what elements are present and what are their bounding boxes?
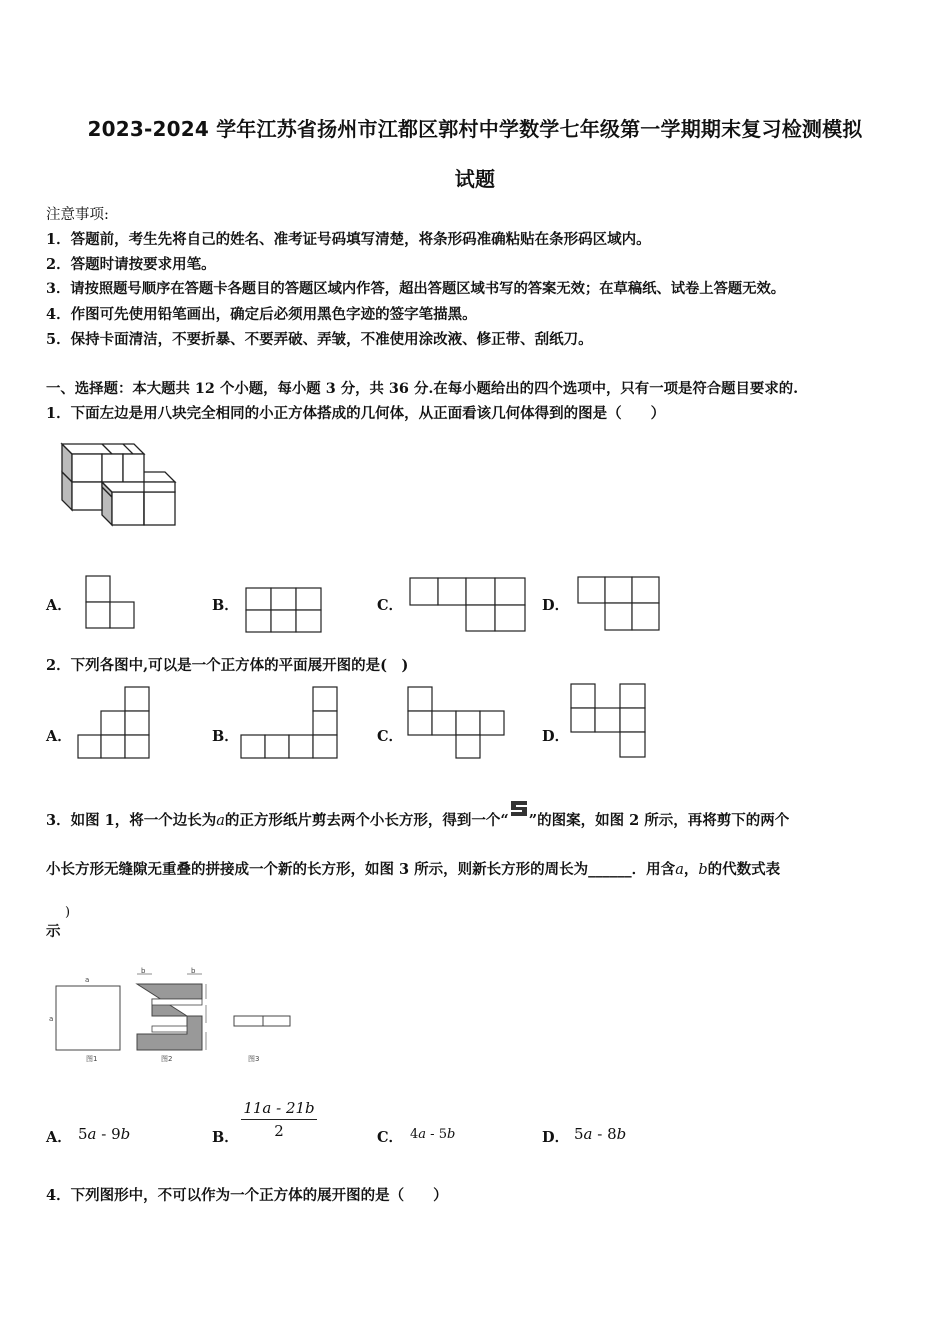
q2-option-a-label: A． bbox=[46, 728, 72, 745]
q2-option-d-figure[interactable] bbox=[570, 683, 650, 761]
q3-option-b[interactable] bbox=[241, 1099, 317, 1140]
q3-d-coef1: 5 bbox=[574, 1125, 584, 1143]
q3-option-b-label: B． bbox=[212, 1129, 239, 1146]
q3-line3: 示 bbox=[46, 923, 61, 940]
q3-option-a[interactable] bbox=[78, 1125, 130, 1143]
notice-item-4: 4．作图可先使用铅笔画出，确定后必须用黑色字迹的签字笔描黑。 bbox=[46, 306, 477, 323]
q2-option-a-figure[interactable] bbox=[77, 686, 153, 760]
q3-fig2-label-b2: b bbox=[191, 967, 196, 975]
notice-item-5: 5．保持卡面清洁，不要折暴、不要弄破、弄皱，不准使用涂改液、修正带、刮纸刀。 bbox=[46, 331, 593, 348]
q3-d-v2: b bbox=[616, 1125, 627, 1143]
q3-a-v2: b bbox=[120, 1125, 131, 1143]
q1-option-c-figure[interactable] bbox=[409, 577, 529, 633]
q3-option-d[interactable] bbox=[574, 1125, 626, 1143]
notice-item-1: 1．答题前，考生先将自己的姓名、准考证号码填写清楚，将条形码准确粘贴在条形码区域内。 bbox=[46, 231, 651, 248]
q3-fig3-caption: 图3 bbox=[248, 1055, 260, 1063]
q3-a-coef1: 5 bbox=[78, 1125, 88, 1143]
q3-a-v1: a bbox=[87, 1125, 97, 1143]
q3-c-op: - bbox=[426, 1127, 439, 1142]
q3-text-1a: 3．如图 1，将一个边长为 bbox=[46, 812, 217, 829]
q3-var-a: a bbox=[216, 813, 225, 829]
q2-option-b-figure[interactable] bbox=[240, 686, 340, 760]
q3-c-coef2: 5 bbox=[438, 1127, 447, 1142]
q1-option-c-label: C． bbox=[377, 597, 404, 614]
q3-d-coef2: 8 bbox=[607, 1125, 617, 1143]
q3-c-v1: a bbox=[418, 1127, 427, 1142]
q3-fig1-label-side: a bbox=[49, 1015, 54, 1023]
notice-item-2: 2．答题时请按要求用笔。 bbox=[46, 256, 216, 273]
q3-a-coef2: 9 bbox=[111, 1125, 121, 1143]
q3-option-a-label: A． bbox=[46, 1129, 72, 1146]
q3-fig1-caption: 图1 bbox=[86, 1055, 98, 1063]
section-heading: 一、选择题：本大题共 12 个小题，每小题 3 分，共 36 分.在每小题给出的四个选项中，只有一项是符合题目要求的. bbox=[46, 380, 799, 397]
q3-text-2c: 的代数式表 bbox=[707, 861, 781, 878]
q3-option-d-label: D． bbox=[542, 1129, 570, 1146]
q3-figures bbox=[48, 968, 298, 1068]
s-shape-icon bbox=[509, 809, 529, 823]
q3-c-v2: b bbox=[447, 1127, 456, 1142]
q2-option-b-label: B． bbox=[212, 728, 239, 745]
q3-fig2-caption: 图2 bbox=[161, 1055, 173, 1063]
q3-line2 bbox=[46, 858, 780, 879]
q1-option-b-figure[interactable] bbox=[245, 587, 325, 633]
q3-b-numerator: 11a - 21b bbox=[241, 1099, 317, 1120]
q3-fig1-label-top: a bbox=[85, 976, 90, 984]
page-title: 2023-2024 学年江苏省扬州市江都区郭村中学数学七年级第一学期期末复习检测模拟 bbox=[87, 117, 863, 141]
q2-option-d-label: D． bbox=[542, 728, 570, 745]
q3-a-op: - bbox=[96, 1125, 112, 1143]
q1-option-d-figure[interactable] bbox=[577, 576, 661, 632]
q3-option-c-label: C． bbox=[377, 1129, 404, 1146]
notice-heading: 注意事项: bbox=[46, 207, 109, 223]
q3-d-v1: a bbox=[583, 1125, 593, 1143]
q2-option-c-label: C． bbox=[377, 728, 404, 745]
q3-text-2b: ， bbox=[683, 861, 699, 878]
q3-b-denominator: 2 bbox=[274, 1122, 284, 1140]
q3-text-1c: ”的图案，如图 2 所示，再将剪下的两个 bbox=[528, 812, 790, 829]
q1-option-a-figure[interactable] bbox=[85, 575, 135, 630]
q2-option-c-figure[interactable] bbox=[407, 686, 507, 760]
q3-var-b: b bbox=[698, 862, 708, 878]
q3-c-coef1: 4 bbox=[410, 1127, 419, 1142]
q3-fig3-rect bbox=[234, 1016, 290, 1026]
q1-option-a-label: A． bbox=[46, 597, 72, 614]
q3-fig1-square bbox=[56, 986, 120, 1050]
q3-text-1b: 的正方形纸片剪去两个小长方形，得到一个“ bbox=[224, 812, 509, 829]
q3-line1 bbox=[46, 809, 789, 830]
q3-option-c[interactable] bbox=[410, 1127, 455, 1142]
q3-fig2-shape bbox=[137, 984, 202, 1050]
q3-var-a-2: a bbox=[675, 862, 684, 878]
q3-fig2-label-b1: b bbox=[141, 967, 146, 975]
q3-d-op: - bbox=[592, 1125, 608, 1143]
q1-text: 1．下面左边是用八块完全相同的小正方体搭成的几何体，从正面看该几何体得到的图是（ ） bbox=[46, 405, 666, 422]
q1-option-d-label: D． bbox=[542, 597, 570, 614]
q1-option-b-label: B． bbox=[212, 597, 239, 614]
q4-text: 4．下列图形中，不可以作为一个正方体的展开图的是（ ） bbox=[46, 1187, 448, 1204]
q3-paren: ) bbox=[65, 905, 71, 920]
q3-text-2a: 小长方形无缝隙无重叠的拼接成一个新的长方形，如图 3 所示，则新长方形的周长为______．用含 bbox=[46, 861, 676, 878]
q1-solid-figure bbox=[60, 440, 180, 530]
notice-item-3: 3．请按照题号顺序在答题卡各题目的答题区域内作答，超出答题区域书写的答案无效；在草稿纸、试卷上答题无效。 bbox=[46, 281, 786, 297]
page-title-cont: 试题 bbox=[454, 167, 496, 191]
q2-text: 2．下列各图中,可以是一个正方体的平面展开图的是( ) bbox=[46, 657, 409, 674]
